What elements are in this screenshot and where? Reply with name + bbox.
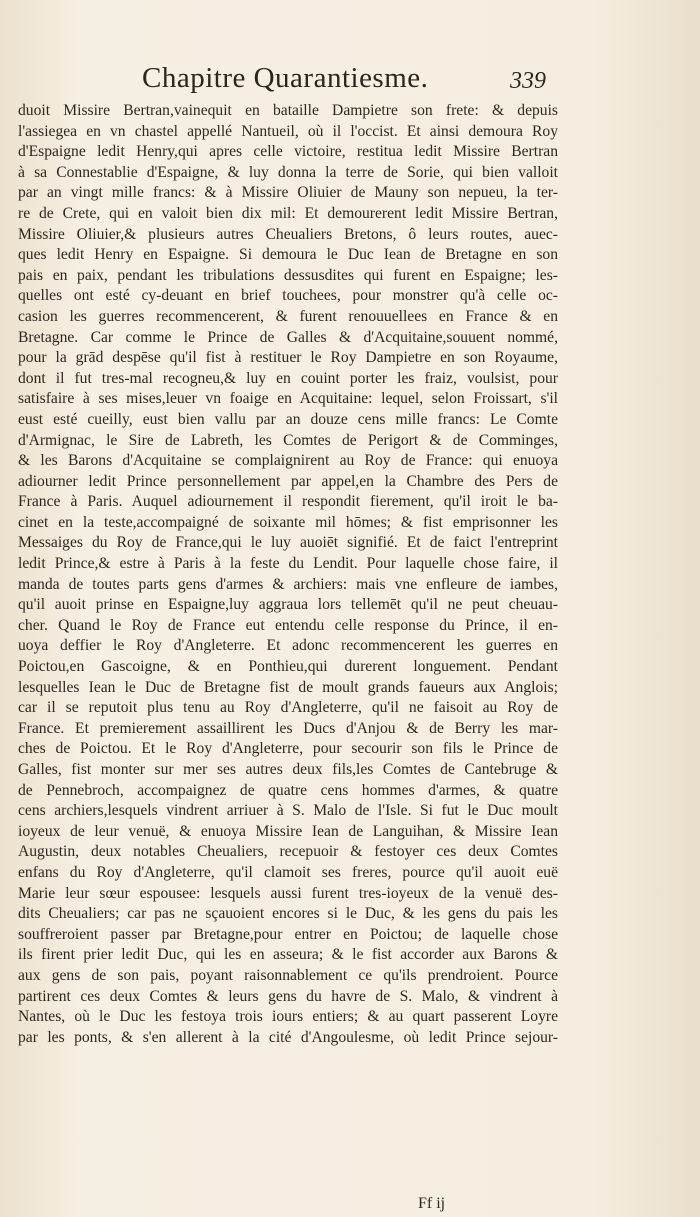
text-line: Bretagne. Car comme le Prince de Galles & d'Acquitaine,souuent nommé, [18,328,558,346]
text-line: à sa Connestablie d'Espaigne, & luy donna la terre de Sorie, qui bien valloit [18,163,558,181]
text-line: cinet en la teste,accompaigné de soixante mil hōmes; & fist emprisonner les [18,513,558,531]
text-line: France à Paris. Auquel adiournement il respondit fierement, qu'il iroit le ba- [18,493,558,511]
text-line: partirent ces deux Comtes & leurs gens du havre de S. Malo, & vindrent à [18,987,558,1005]
text-line: & les Barons d'Acquitaine se complaignirent au Roy de France: qui enuoya [18,452,558,470]
page-number: 339 [510,68,546,94]
text-line: eust esté cueilly, eust bien vallu par an douze cens mille francs: Le Comte [18,410,558,428]
text-line: de Pennebroch, accompaignez de quatre cens hommes d'armes, & quatre [18,781,558,799]
body-text [18,101,558,1048]
text-line: ioyeux de leur venuë, & enuoya Missire Iean de Languihan, & Missire Iean [18,822,558,840]
text-line: par les ponts, & s'en allerent à la cité d'Angoulesme, où ledit Prince sejour- [18,1028,558,1046]
text-line: Augustin, deux notables Cheualiers, recepuoir & festoyer ces deux Comtes [18,843,558,861]
text-line: pais en paix, pendant les tribulations dessusdites qui furent en Espaigne; les- [18,266,558,284]
text-line: Poictou,en Gascoigne, & en Ponthieu,qui durerent longuement. Pendant [18,658,558,676]
text-line: uoya deffier le Roy d'Angleterre. Et adonc recommencerent les guerres en [18,637,558,655]
text-line: Missire Oliuier,& plusieurs autres Cheualiers Bretons, ô leurs routes, auec- [18,225,558,243]
text-line: pour la grād despēse qu'il fist à restituer le Roy Dampietre en son Royaume, [18,349,558,367]
text-line: Nantes, où le Duc les festoya trois iours entiers; & au quart passerent Loyre [18,1008,558,1026]
text-line: par an vingt mille francs: & à Missire Oliuier de Mauny son nepueu, la ter- [18,184,558,202]
text-line: casion les guerres recommencerent, & furent renouuellees en France & en [18,307,558,325]
text-line: dont il fut tres-mal recogneu,& luy en couint porter les fraiz, voulsist, pour [18,369,558,387]
text-line: d'Armignac, le Sire de Labreth, les Comtes de Perigort & de Comminges, [18,431,558,449]
text-line: ches de Poictou. Et le Roy d'Angleterre, pour secourir son fils le Prince de [18,740,558,758]
text-line: enfans du Roy d'Angleterre, qu'il clamoit ses freres, pource qu'il auoit euë [18,863,558,881]
text-line: cens archiers,lesquels vindrent arriuer à S. Malo de l'Isle. Si fut le Duc moult [18,802,558,820]
chapter-title: Chapitre Quarantiesme. [142,62,429,94]
text-line: France. Et premierement assaillirent les Ducs d'Anjou & de Berry les mar- [18,719,558,737]
text-line: Marie leur sœur espousee: lesquels aussi furent tres-ioyeux de la venuë des- [18,884,558,902]
text-line: cher. Quand le Roy de France eut entendu celle response du Prince, il en- [18,616,558,634]
text-line: re de Crete, qui en valoit bien dix mil: Et demourerent ledit Missire Bertran, [18,204,558,222]
text-line: ques ledit Henry en Espaigne. Si demoura le Duc Iean de Bretagne en son [18,246,558,264]
text-line: ledit Prince,& estre à Paris à la feste du Lendit. Pour laquelle chose faire, il [18,555,558,573]
text-line: d'Espaigne ledit Henry,qui apres celle victoire, restitua ledit Missire Bertran [18,143,558,161]
text-line: qu'il auoit prinse en Espaigne,luy aggraua lors tellemēt qu'il ne peut cheuau- [18,596,558,614]
text-line: lesquelles Iean le Duc de Bretagne fist de moult grands faueurs aux Anglois; [18,678,558,696]
text-line: aux gens de son pais, poyant raisonnablement ce qu'ils prendroient. Pource [18,966,558,984]
text-line: ils firent prier ledit Duc, qui les en asseura; & le fist accorder aux Barons & [18,946,558,964]
text-line: satisfaire à ses mises,leuer vn foaige en Acquitaine: lequel, selon Froissart, s'il [18,390,558,408]
text-line: l'assiegea en vn chastel appellé Nantueil, où il l'occist. Et ainsi demoura Roy [18,122,558,140]
text-line: Galles, fist monter sur mer ses autres deux fils,les Comtes de Cantebruge & [18,761,558,778]
text-line: duoit Missire Bertran,vainequit en bataille Dampietre son frete: & depuis [18,102,558,119]
page-header [0,62,700,102]
text-line: car il se reputoit plus tenu au Roy d'Angleterre, qu'il ne faisoit au Roy de [18,699,558,717]
text-line: souffreroient passer par Bretagne,pour entrer en Poictou; de laquelle chose [18,925,558,943]
signature-mark: Ff ij [418,1195,446,1212]
text-line: Messaiges du Roy de France,qui le luy auoiēt signifié. Et de faict l'entreprint [18,534,558,552]
text-line: manda de toutes parts gens d'armes & archiers: mais vne enfleure de iambes, [18,575,558,593]
text-line: dits Cheualiers; car pas ne sçauoient encores si le Duc, & les gens du pais les [18,905,558,923]
text-line: quelles ont esté cy-deuant en brief touchees, pour monstrer qu'à celle oc- [18,287,558,305]
text-line: adiourner ledit Prince personnellement par appel,en la Chambre des Pers de [18,472,558,490]
